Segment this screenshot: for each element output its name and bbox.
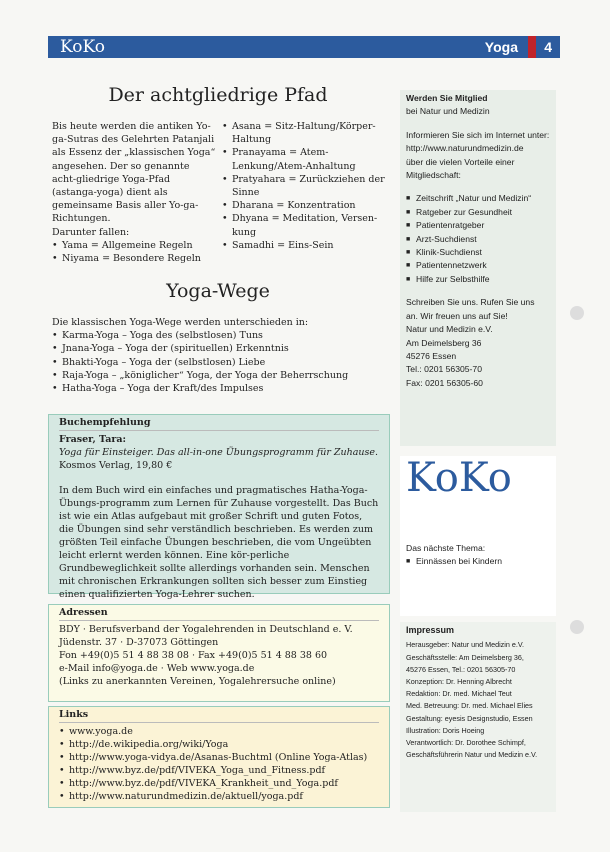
list-item: • Dharana = Konzentration (222, 199, 390, 212)
list-item: • Yama = Allgemeine Regeln (52, 239, 216, 252)
member-info2: über die vielen Vorteile einer Mitgliedschaft: (406, 156, 515, 181)
page-number: 4 (544, 39, 552, 55)
next-topic-block (406, 542, 502, 569)
impressum-title: Impressum (406, 625, 455, 635)
intro-paragraph: Bis heute werden die antiken Yo-ga-Sutras des Gelehrten Patanjali als Essenz der „klassischen Yoga“ angesehen. Der so genannte acht-gliedrige Yoga-Pfad (astanga-yoga) dient als gemeinsame Basis aller Yo-ga-Richtungen. (52, 121, 216, 225)
address-line[interactable]: e-Mail info@yoga.de · Web www.yoga.de (59, 663, 255, 674)
impressum-line: Verantwortlich: Dr. Dorothee Schimpf, (406, 738, 526, 748)
limbs-left-list (52, 239, 216, 265)
list-item: • Karma-Yoga – Yoga des (selbstlosen) Tuns (52, 329, 392, 342)
impressum-line: Med. Betreuung: Dr. med. Michael Elies (406, 701, 533, 711)
list-item: • Raja-Yoga – „königlicher“ Yoga, der Yoga der Beherrschung (52, 369, 392, 382)
book-author: Fraser, Tara: (59, 434, 127, 445)
intro-column (52, 120, 216, 265)
links-box (48, 706, 390, 808)
list-item: • Bhakti-Yoga – Yoga der (selbstlosen) Liebe (52, 356, 392, 369)
impressum-line: Geschäftsstelle: Am Deimelsberg 36, (406, 652, 524, 662)
limbs-right-list (222, 120, 390, 252)
book-title: Yoga für Einsteiger. Das all-in-one Übungsprogramm für Zuhause. (59, 447, 379, 458)
square-bullet-icon: ■ (406, 558, 411, 566)
contact-line: an. Wir freuen uns auf Sie! (406, 310, 508, 321)
impressum-line: Redaktion: Dr. med. Michael Teut (406, 689, 512, 699)
wege-list (52, 329, 392, 395)
next-topic-label: Das nächste Thema: (406, 543, 486, 553)
address-line: Jüdenstr. 37 · D-37073 Göttingen (59, 637, 219, 648)
address-line: Fon +49(0)5 51 4 88 38 08 · Fax +49(0)5 51 4 88 38 60 (59, 650, 328, 661)
impressum-box (400, 622, 556, 812)
addresses-box (48, 604, 390, 702)
links-list (59, 725, 379, 803)
contact-line: Fax: 0201 56305-60 (406, 377, 483, 388)
wege-intro: Die klassischen Yoga-Wege werden unterschieden in: (52, 317, 309, 328)
link-item[interactable]: • http://de.wikipedia.org/wiki/Yoga (59, 738, 379, 751)
list-item: ■ Zeitschrift „Natur und Medizin“ (406, 192, 550, 205)
header-logo: KoKo (60, 37, 105, 57)
link-item[interactable]: • http://www.byz.de/pdf/VIVEKA_Yoga_und_Fitness.pdf (59, 764, 379, 777)
list-item: ■ Patientenratgeber (406, 219, 550, 232)
limbs-column (222, 120, 390, 252)
links-heading: Links (59, 709, 379, 723)
impressum-line: Konzeption: Dr. Henning Albrecht (406, 677, 512, 687)
link-item[interactable]: • http://www.yoga-vidya.de/Asanas-Buchtml (Online Yoga-Atlas) (59, 751, 379, 764)
header-accent-bar (528, 36, 536, 58)
member-title: Werden Sie Mitglied (406, 93, 488, 103)
list-item: ■ Arzt-Suchdienst (406, 233, 550, 246)
membership-box (400, 90, 556, 446)
list-item: • Samadhi = Eins-Sein (222, 239, 390, 252)
list-item: ■ Klinik-Suchdienst (406, 246, 550, 259)
punch-hole (570, 620, 584, 634)
impressum-line: Gestaltung: eyesis Designstudio, Essen (406, 713, 533, 723)
wege-title: Yoga-Wege (166, 280, 270, 302)
book-recommendation-box (48, 414, 390, 600)
contact-line: Natur und Medizin e.V. (406, 324, 493, 335)
list-item: • Jnana-Yoga – Yoga der (spirituellen) Erkenntnis (52, 342, 392, 355)
next-topic-text: Einnässen bei Kindern (416, 556, 502, 567)
impressum-line: Illustration: Doris Hoeing (406, 725, 485, 735)
member-subtitle: bei Natur und Medizin (406, 106, 490, 117)
link-item[interactable]: • www.yoga.de (59, 725, 379, 738)
contact-line: Tel.: 0201 56305-70 (406, 364, 482, 375)
list-item: ■ Ratgeber zur Gesundheit (406, 206, 550, 219)
next-topic (406, 555, 502, 568)
impressum-line: Geschäftsführerin Natur und Medizin e.V. (406, 750, 538, 760)
wege-section (52, 316, 392, 395)
addresses-heading: Adressen (59, 607, 379, 621)
book-details (59, 433, 379, 601)
list-item: • Niyama = Besondere Regeln (52, 252, 216, 265)
list-item: • Asana = Sitz-Haltung/Körper-Haltung (222, 120, 390, 146)
benefits-list (406, 192, 550, 286)
list-item: ■ Hilfe zur Selbsthilfe (406, 273, 550, 286)
contact-line: 45276 Essen (406, 350, 457, 361)
contact-line: Schreiben Sie uns. Rufen Sie uns (406, 297, 535, 308)
page-header (48, 36, 560, 58)
section-label: Yoga (484, 39, 518, 55)
addresses-lines (59, 623, 379, 688)
book-text: In dem Buch wird ein einfaches und pragmatisches Hatha-Yoga-Übungs-programm zum Lernen für Zuhause vorgestellt. Das Buch ist wie ein Atlas aufgebaut mit großer Schrift und guten Fotos, die Übungen sind sehr verständlich beschrieben. Es werden zum größten Teil einfache Übungen beschrieben, die vom Ungeübten leicht erlernt werden können. Eine kör-perliche Grundbeweglichkeit sollte allerdings vorhanden sein. Menschen mit chronischen Erkrankungen sollten sich besser zum Einstieg einen qualifizierten Yoga-Lehrer suchen. (59, 485, 379, 600)
link-item[interactable]: • http://www.byz.de/pdf/VIVEKA_Krankheit_und_Yoga.pdf (59, 777, 379, 790)
darunter-label: Darunter fallen: (52, 226, 130, 238)
list-item: • Dhyana = Meditation, Versen-kung (222, 212, 390, 238)
impressum-line: Herausgeber: Natur und Medizin e.V. (406, 640, 524, 650)
list-item: • Pratyahara = Zurückziehen der Sinne (222, 173, 390, 199)
impressum-line: 45276 Essen, Tel.: 0201 56305-70 (406, 664, 516, 674)
contact-line: Am Deimelsberg 36 (406, 337, 482, 348)
list-item: ■ Patientennetzwerk (406, 259, 550, 272)
address-line: BDY · Berufsverband der Yogalehrenden in Deutschland e. V. (59, 624, 353, 635)
koko-box (400, 456, 556, 616)
address-line: (Links zu anerkannten Vereinen, Yogalehrersuche online) (59, 676, 336, 687)
contact-block (406, 296, 550, 390)
list-item: • Pranayama = Atem-Lenkung/Atem-Anhaltung (222, 146, 390, 172)
book-publisher: Kosmos Verlag, 19,80 € (59, 460, 173, 471)
article-title: Der achtgliedrige Pfad (108, 84, 328, 106)
member-info: Informieren Sie sich im Internet unter: (406, 129, 550, 140)
koko-logo: KoKo (406, 455, 512, 501)
punch-hole (570, 306, 584, 320)
book-heading: Buchempfehlung (59, 417, 379, 431)
link-item[interactable]: • http://www.naturundmedizin.de/aktuell/yoga.pdf (59, 790, 379, 803)
member-url[interactable]: http://www.naturundmedizin.de (406, 143, 524, 154)
list-item: • Hatha-Yoga – Yoga der Kraft/des Impulses (52, 382, 392, 395)
